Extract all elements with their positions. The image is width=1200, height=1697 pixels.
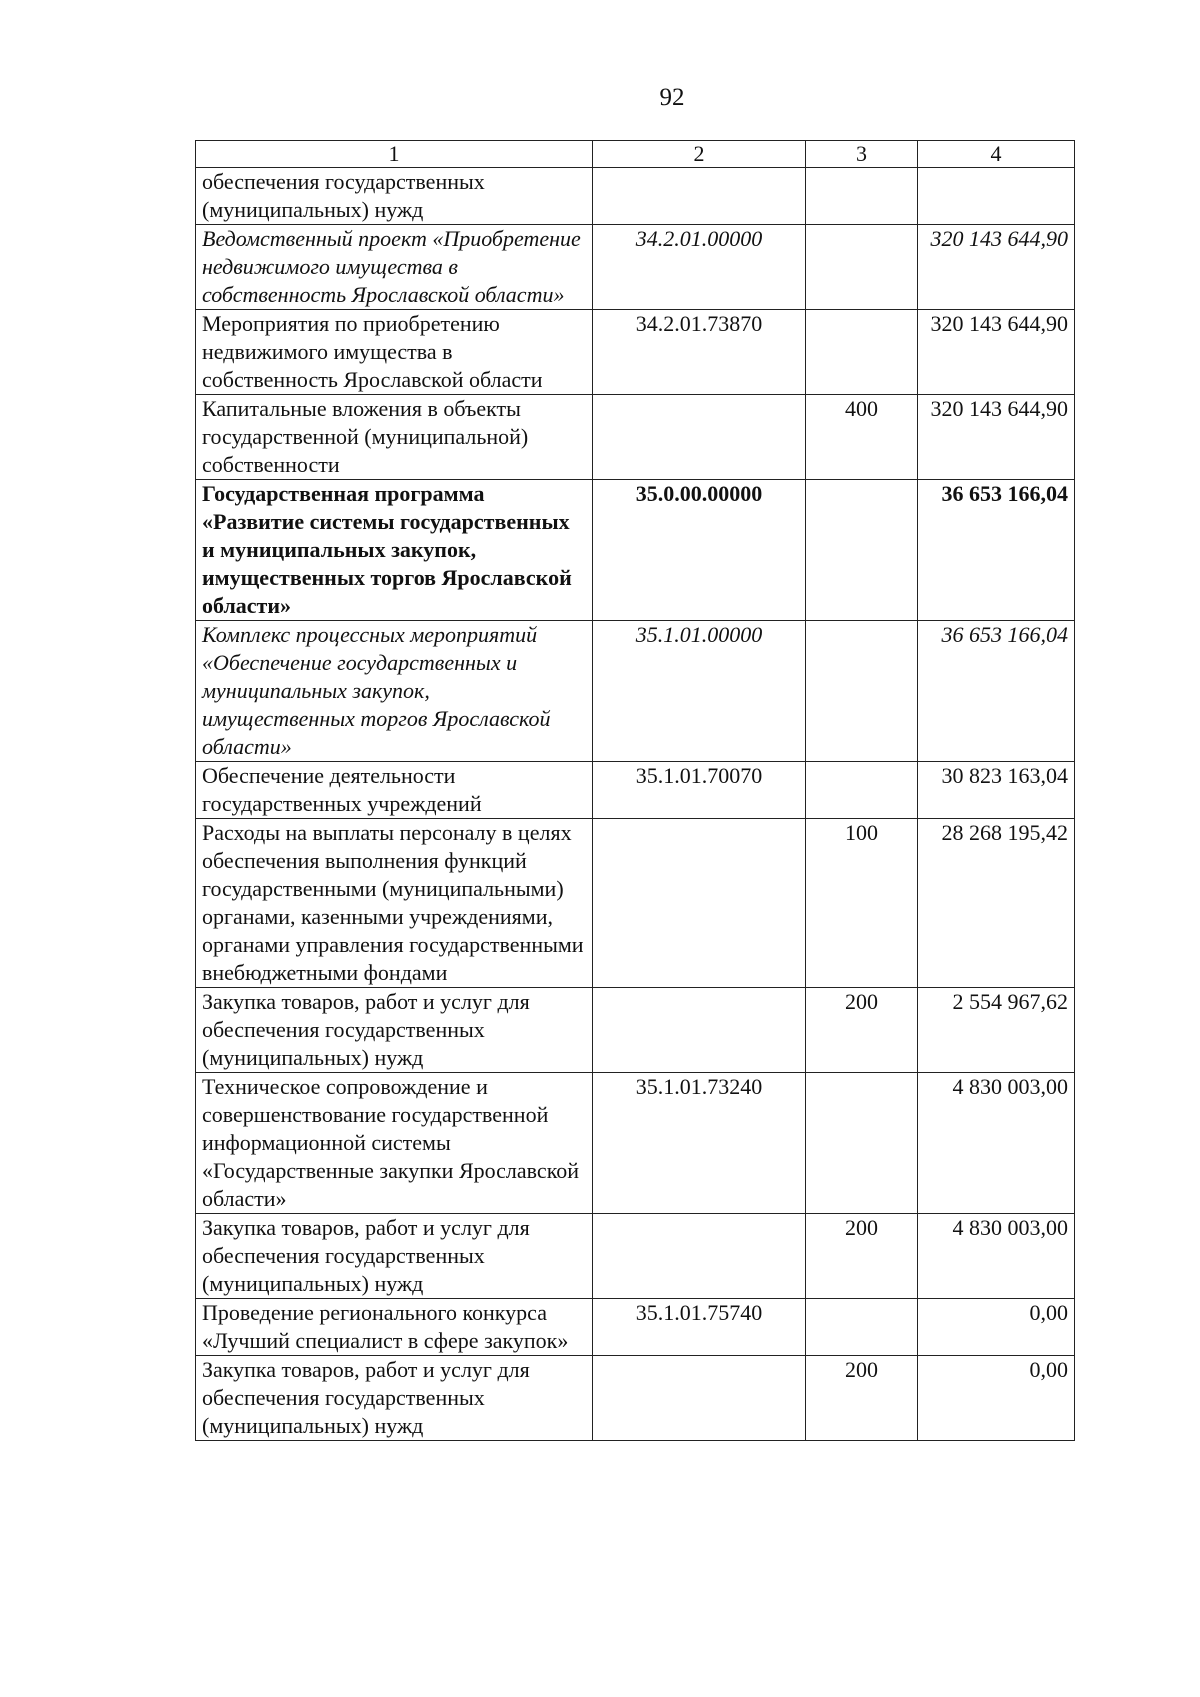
table-row (196, 310, 1075, 395)
row-code-cell (593, 395, 806, 480)
table-row (196, 1299, 1075, 1356)
row-amount-cell: 36 653 166,04 (918, 621, 1075, 762)
row-code-cell: 35.1.01.75740 (593, 1299, 806, 1356)
row-type-cell (806, 621, 918, 762)
row-type-cell (806, 310, 918, 395)
row-amount-cell: 30 823 163,04 (918, 762, 1075, 819)
table-row (196, 621, 1075, 762)
budget-table (195, 140, 1075, 1441)
table-row (196, 225, 1075, 310)
row-type-cell (806, 480, 918, 621)
row-name-cell: Капитальные вложения в объекты государственной (муниципальной) собственности (196, 395, 593, 480)
column-header-3: 3 (806, 141, 918, 168)
table-row (196, 988, 1075, 1073)
row-type-cell (806, 762, 918, 819)
row-code-cell: 34.2.01.00000 (593, 225, 806, 310)
row-type-cell (806, 1073, 918, 1214)
row-amount-cell: 320 143 644,90 (918, 395, 1075, 480)
column-header-1: 1 (196, 141, 593, 168)
table-row (196, 1073, 1075, 1214)
table-row (196, 168, 1075, 225)
row-type-cell (806, 168, 918, 225)
row-amount-cell (918, 168, 1075, 225)
column-header-4: 4 (918, 141, 1075, 168)
row-type-cell: 200 (806, 1214, 918, 1299)
table-row (196, 762, 1075, 819)
row-code-cell: 35.1.01.00000 (593, 621, 806, 762)
page-number: 92 (659, 84, 685, 111)
row-name-cell: Закупка товаров, работ и услуг для обеспечения государственных (муниципальных) нужд (196, 1214, 593, 1299)
row-amount-cell: 2 554 967,62 (918, 988, 1075, 1073)
row-type-cell: 400 (806, 395, 918, 480)
row-code-cell (593, 1356, 806, 1441)
row-amount-cell: 320 143 644,90 (918, 310, 1075, 395)
row-name-cell: Расходы на выплаты персоналу в целях обеспечения выполнения функций государственными (муниципальными) органами, казенными учреждениями, органами управления государственными внебюджетными фондами (196, 819, 593, 988)
row-name-cell: Закупка товаров, работ и услуг для обеспечения государственных (муниципальных) нужд (196, 1356, 593, 1441)
row-code-cell (593, 168, 806, 225)
row-code-cell (593, 1214, 806, 1299)
row-code-cell: 35.1.01.70070 (593, 762, 806, 819)
row-amount-cell: 0,00 (918, 1299, 1075, 1356)
row-amount-cell: 4 830 003,00 (918, 1073, 1075, 1214)
table-row (196, 395, 1075, 480)
table-row (196, 1214, 1075, 1299)
row-amount-cell: 0,00 (918, 1356, 1075, 1441)
row-code-cell (593, 988, 806, 1073)
row-name-cell: Закупка товаров, работ и услуг для обеспечения государственных (муниципальных) нужд (196, 988, 593, 1073)
row-amount-cell: 28 268 195,42 (918, 819, 1075, 988)
row-name-cell: Мероприятия по приобретению недвижимого имущества в собственность Ярославской области (196, 310, 593, 395)
row-type-cell (806, 225, 918, 310)
row-type-cell: 200 (806, 988, 918, 1073)
row-code-cell: 34.2.01.73870 (593, 310, 806, 395)
row-code-cell: 35.0.00.00000 (593, 480, 806, 621)
column-header-2: 2 (593, 141, 806, 168)
table-header-row (196, 141, 1075, 168)
table-row (196, 1356, 1075, 1441)
row-name-cell: Техническое сопровождение и совершенствование государственной информационной системы «Государственные закупки Ярославской области» (196, 1073, 593, 1214)
row-amount-cell: 36 653 166,04 (918, 480, 1075, 621)
row-amount-cell: 4 830 003,00 (918, 1214, 1075, 1299)
table-row (196, 480, 1075, 621)
table-row (196, 819, 1075, 988)
row-type-cell: 100 (806, 819, 918, 988)
row-type-cell: 200 (806, 1356, 918, 1441)
row-name-cell: обеспечения государственных (муниципальных) нужд (196, 168, 593, 225)
row-code-cell (593, 819, 806, 988)
row-name-cell: Ведомственный проект «Приобретение недвижимого имущества в собственность Ярославской области» (196, 225, 593, 310)
row-name-cell: Комплекс процессных мероприятий «Обеспечение государственных и муниципальных закупок, имущественных торгов Ярославской области» (196, 621, 593, 762)
row-name-cell: Проведение регионального конкурса «Лучший специалист в сфере закупок» (196, 1299, 593, 1356)
row-name-cell: Государственная программа «Развитие системы государственных и муниципальных закупок, имущественных торгов Ярославской области» (196, 480, 593, 621)
row-name-cell: Обеспечение деятельности государственных учреждений (196, 762, 593, 819)
row-type-cell (806, 1299, 918, 1356)
row-code-cell: 35.1.01.73240 (593, 1073, 806, 1214)
row-amount-cell: 320 143 644,90 (918, 225, 1075, 310)
